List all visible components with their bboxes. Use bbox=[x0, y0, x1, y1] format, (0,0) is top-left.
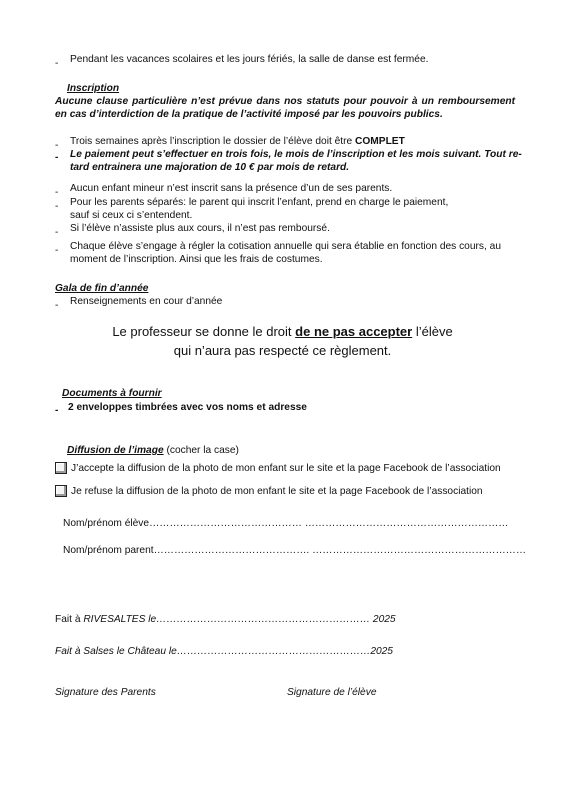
complet-label: COMPLET bbox=[355, 136, 405, 147]
bullet-dash: - bbox=[55, 58, 59, 69]
accept-label: J’accepte la diffusion de la photo de mon enfant sur le site et la page Facebook de l’association bbox=[71, 463, 501, 474]
notice-emphasis: de ne pas accepter bbox=[295, 324, 413, 339]
bullet-dash: - bbox=[55, 201, 59, 212]
signature-student: Signature de l’élève bbox=[287, 687, 377, 698]
bullet-dash: - bbox=[55, 405, 59, 416]
bullet-dash: - bbox=[55, 245, 59, 256]
rivesaltes-prefix: Fait à bbox=[55, 614, 84, 625]
notice-after: l’élève bbox=[412, 324, 453, 339]
notice-line-1 bbox=[0, 322, 565, 341]
payment-line-2: tard entrainera une majoration de 10 € par mois de retard. bbox=[70, 162, 350, 173]
inscription-item-1-text: Trois semaines après l’inscription le dossier de l’élève doit être bbox=[70, 136, 356, 147]
bullet-dash: - bbox=[55, 140, 59, 151]
separated-parents-line-1: Pour les parents séparés: le parent qui inscrit l’enfant, prend en charge le paiement, bbox=[70, 197, 449, 208]
gala-heading: Gala de fin d’année bbox=[55, 283, 149, 294]
notice-before: Le professeur se donne le droit bbox=[112, 324, 296, 339]
salses-line[interactable]: Fait à Salses le Château le…………………………………………………2025 bbox=[55, 646, 393, 657]
inscription-heading: Inscription bbox=[67, 83, 120, 94]
rivesaltes-town: RIVESALTES bbox=[83, 614, 146, 625]
refuse-checkbox[interactable] bbox=[55, 485, 67, 497]
notice-line-2: qui n’aura pas respecté ce règlement. bbox=[173, 343, 392, 358]
refuse-label: Je refuse la diffusion de la photo de mon enfant le site et la page Facebook de l’association bbox=[71, 486, 483, 497]
image-heading-line bbox=[67, 444, 239, 457]
rivesaltes-rest: le……………………………………………………… 2025 bbox=[145, 614, 396, 625]
parent-name-field[interactable]: Nom/prénom parent………………………………………. ……………………………………………………… bbox=[63, 545, 527, 556]
inscription-item-5: Si l’élève n’assiste plus aux cours, il n’est pas remboursé. bbox=[70, 223, 330, 234]
bullet-dash: - bbox=[55, 227, 59, 238]
separated-parents-line-2: sauf si ceux ci s’entendent. bbox=[70, 210, 193, 221]
rivesaltes-line[interactable] bbox=[55, 613, 396, 626]
bullet-dash: - bbox=[55, 187, 59, 198]
bullet-dash: - bbox=[55, 300, 59, 311]
inscription-item-3: Aucun enfant mineur n’est inscrit sans la présence d’un de ses parents. bbox=[70, 183, 393, 194]
inscription-item-1 bbox=[70, 135, 405, 148]
student-name-field[interactable]: Nom/prénom élève……………………………………… …………………………………………………… bbox=[63, 518, 509, 529]
cotisation-line-1: Chaque élève s’engage à régler la cotisation annuelle qui sera établie en fonction des cours, au bbox=[70, 241, 501, 252]
documents-heading: Documents à fournir bbox=[62, 388, 162, 399]
payment-line-1: Le paiement peut s’effectuer en trois fois, le mois de l’inscription et les mois suivant. Tout re- bbox=[70, 149, 522, 160]
image-hint: (cocher la case) bbox=[166, 445, 239, 456]
inscription-clause: Aucune clause particulière n’est prévue dans nos statuts pour pouvoir à un remboursement en cas d’interdiction de la pratique de l’activité imposé par les pouvoirs publics. bbox=[55, 96, 515, 120]
image-heading: Diffusion de l’image bbox=[67, 445, 164, 456]
signature-parents: Signature des Parents bbox=[55, 687, 156, 698]
holiday-rule: Pendant les vacances scolaires et les jours fériés, la salle de danse est fermée. bbox=[70, 54, 429, 65]
bullet-dash: - bbox=[55, 152, 59, 163]
cotisation-line-2: moment de l’inscription. Ainsi que les frais de costumes. bbox=[70, 254, 323, 265]
accept-checkbox[interactable] bbox=[55, 462, 67, 474]
documents-item: 2 enveloppes timbrées avec vos noms et adresse bbox=[68, 402, 307, 413]
gala-item: Renseignements en cour d’année bbox=[70, 296, 223, 307]
